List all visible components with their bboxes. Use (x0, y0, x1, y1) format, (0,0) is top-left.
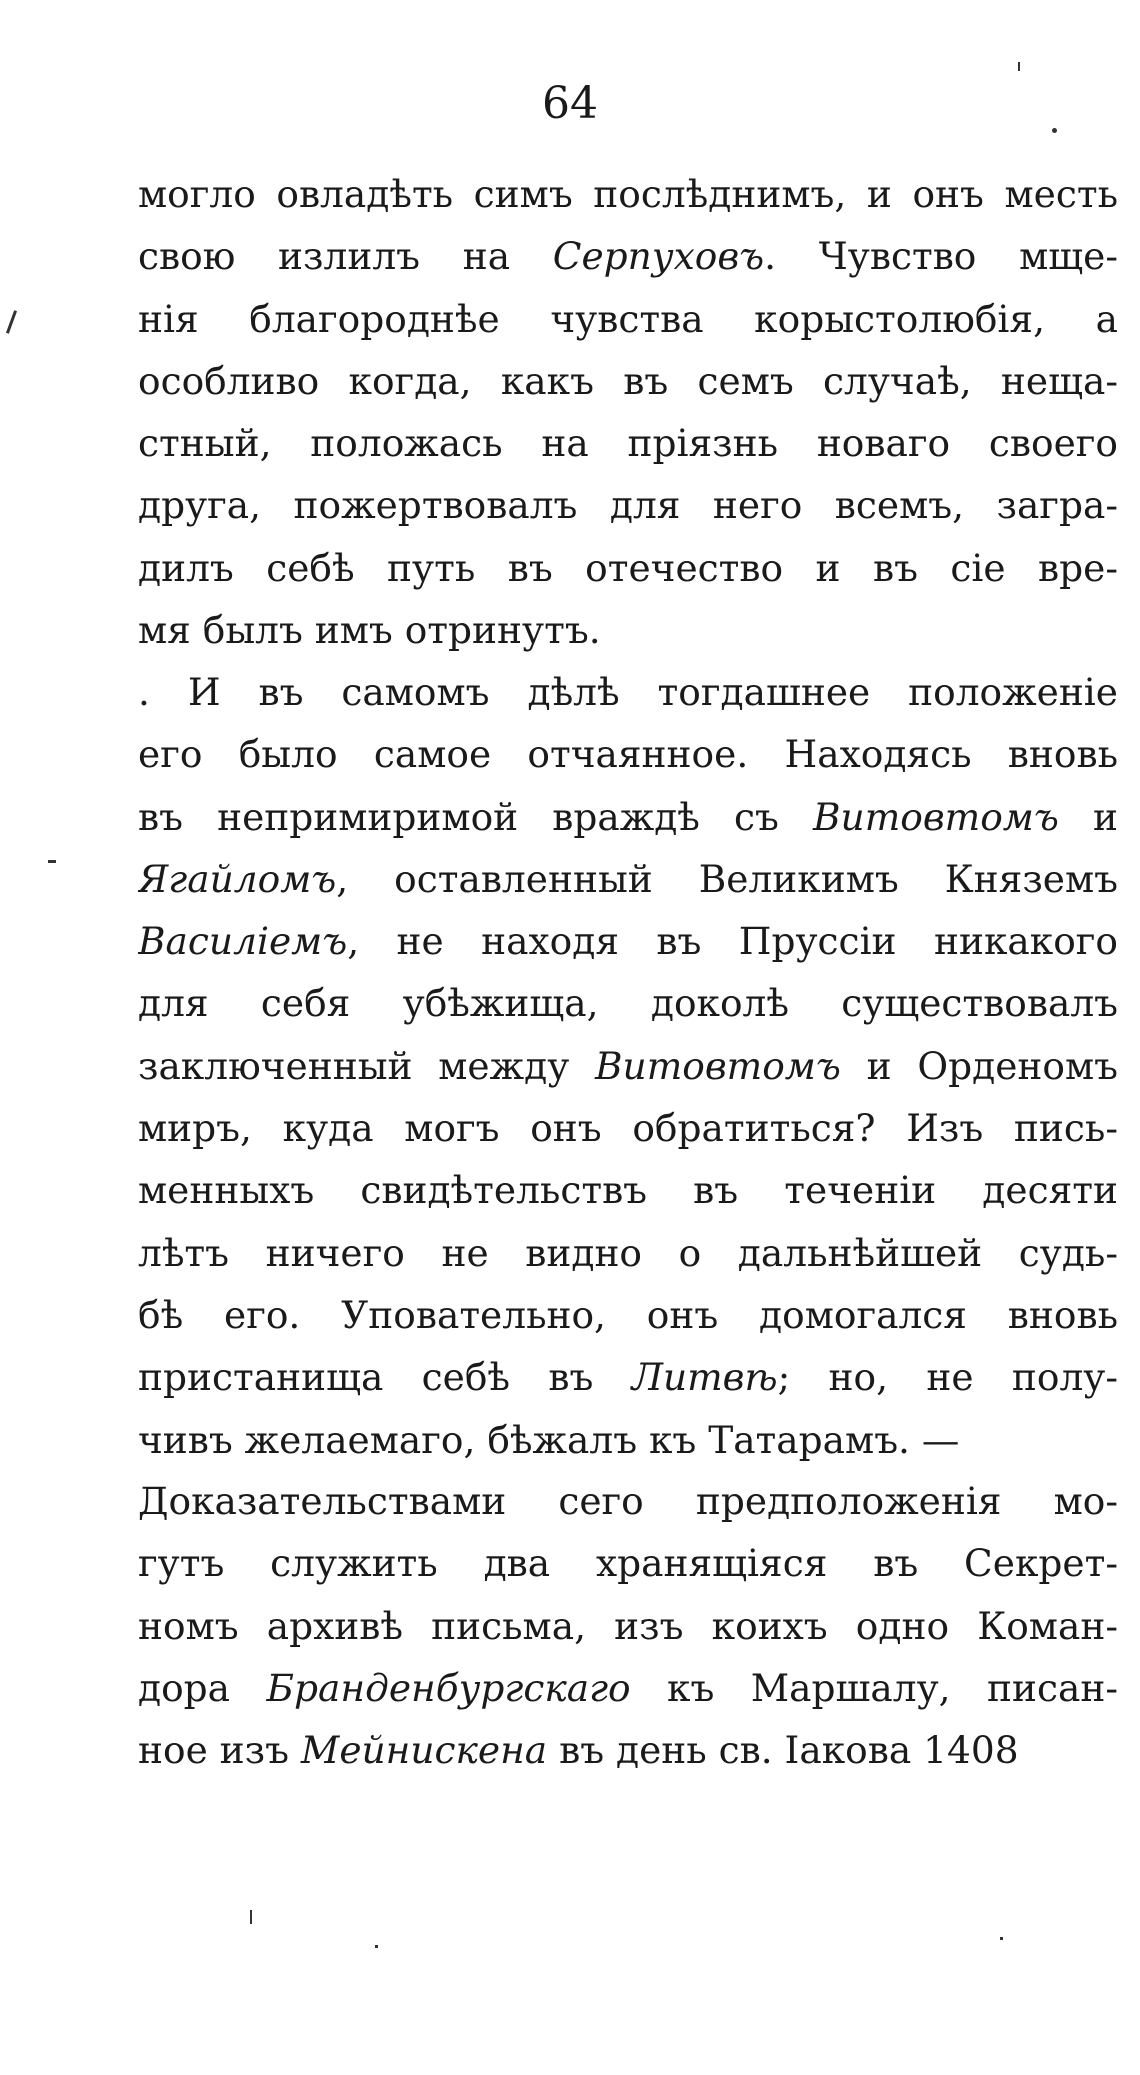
speck-top-right-2 (1018, 62, 1020, 71)
text-run: дора (138, 1665, 267, 1710)
text-line (138, 1035, 1118, 1097)
text-line (138, 1284, 1118, 1346)
text-run: лѣтъ ничего не видно о дальнѣйшей судь- (138, 1230, 1118, 1275)
text-line (138, 786, 1118, 848)
margin-mark-left (6, 310, 17, 334)
text-line (138, 537, 1118, 599)
text-run: его было самое отчаянное. Находясь вновь (138, 732, 1118, 777)
text-run: гутъ служить два хранящіяся въ Секрет- (138, 1541, 1118, 1586)
text-line (138, 1222, 1118, 1284)
text-run: къ Маршалу, писан- (630, 1665, 1118, 1710)
text-line (138, 1719, 1118, 1781)
text-run: ное изъ (138, 1728, 301, 1773)
italic-name: Бранденбургскаго (266, 1665, 631, 1710)
text-run: Доказательствами сего предположенія мо- (138, 1479, 1118, 1523)
text-run: нія благороднѣе чувства корыстолюбія, а (138, 296, 1118, 341)
text-line (138, 723, 1118, 785)
text-line (138, 474, 1118, 536)
text-run: . И въ самомъ дѣлѣ тогдашнее положеніе (138, 670, 1118, 714)
italic-name: Витовтомъ (812, 794, 1059, 839)
text-run: въ день св. Іакова 1408 (547, 1728, 1019, 1773)
text-run: дилъ себѣ путь въ отечество и въ сіе вре- (138, 545, 1118, 590)
text-line (138, 910, 1118, 972)
text-run: , не находя въ Пруссіи никакого (347, 919, 1118, 964)
text-run: ; но, не полу- (777, 1355, 1118, 1400)
text-run: . Чувство мще- (764, 234, 1118, 279)
text-run: стный, положась на пріязнь новаго своего (138, 421, 1118, 466)
text-line (138, 1532, 1118, 1594)
italic-name: Ягайломъ (138, 856, 337, 901)
paragraph-3 (138, 1470, 1118, 1781)
text-line (138, 288, 1118, 350)
speck-top-right (1052, 128, 1057, 133)
text-run: пристанища себѣ въ (138, 1355, 632, 1400)
italic-name: Витовтомъ (595, 1043, 841, 1088)
text-line (138, 972, 1118, 1034)
text-line (138, 1346, 1118, 1408)
text-run: заключенный между (138, 1043, 595, 1088)
text-line (138, 225, 1118, 287)
text-run: для себя убѣжища, доколѣ существовалъ (138, 981, 1118, 1026)
text-line (138, 599, 1118, 661)
paragraph-1 (138, 163, 1118, 661)
text-run: друга, пожертвовалъ для него всемъ, загра- (138, 483, 1118, 528)
text-line (138, 1409, 1118, 1471)
text-run: и Орденомъ (840, 1043, 1118, 1088)
page-number: 64 (542, 78, 598, 129)
text-run: миръ, куда могъ онъ обратиться? Изъ пись- (138, 1106, 1118, 1151)
text-run: бѣ его. Уповательно, онъ домогался вновь (138, 1292, 1118, 1337)
italic-name: Серпуховъ (552, 234, 765, 279)
italic-name: Василіемъ (138, 919, 348, 964)
text-line (138, 848, 1118, 910)
text-run: номъ архивѣ письма, изъ коихъ одно Коман- (138, 1603, 1118, 1648)
margin-mark-left-2 (48, 860, 56, 863)
text-run: мя былъ имъ отринутъ. (138, 608, 601, 653)
text-line (138, 1595, 1118, 1657)
text-run: могло овладѣть симъ послѣднимъ, и онъ месть (138, 172, 1118, 216)
text-line (138, 163, 1118, 225)
speck-bottom-2 (375, 1945, 378, 1948)
speck-bottom-1 (250, 1910, 252, 1924)
paragraph-2 (138, 661, 1118, 1471)
text-line (138, 1470, 1118, 1532)
text-run: , оставленный Великимъ Княземъ (336, 856, 1118, 901)
text-line (138, 1657, 1118, 1719)
text-line (138, 1159, 1118, 1221)
text-line (138, 350, 1118, 412)
text-line (138, 412, 1118, 474)
italic-name: Мейнискена (300, 1728, 548, 1773)
text-line (138, 661, 1118, 723)
text-run: и (1058, 794, 1118, 839)
text-run: менныхъ свидѣтельствъ въ теченіи десяти (138, 1168, 1118, 1213)
italic-name: Литвѣ (631, 1355, 778, 1400)
text-run: чивъ желаемаго, бѣжалъ къ Татарамъ. — (138, 1417, 960, 1462)
text-line (138, 1097, 1118, 1159)
text-run: въ непримиримой враждѣ съ (138, 794, 813, 839)
text-run: свою излилъ на (138, 234, 553, 279)
text-run: особливо когда, какъ въ семъ случаѣ, неща- (138, 358, 1118, 403)
speck-bottom-3 (1000, 1937, 1003, 1940)
